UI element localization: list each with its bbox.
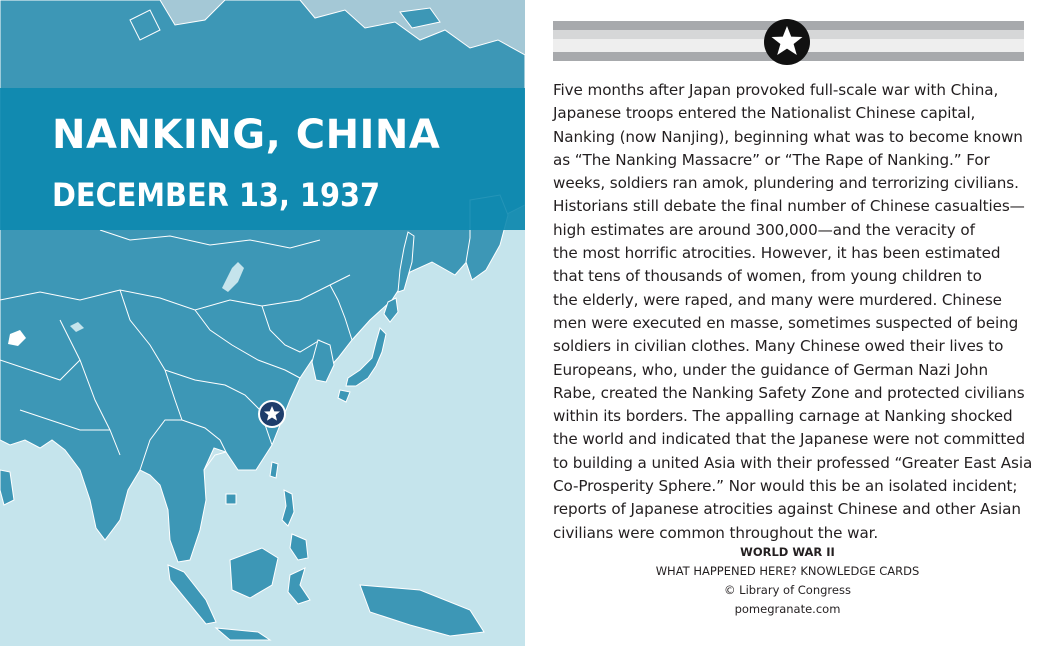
text-panel — [525, 0, 1050, 646]
article-body: Five months after Japan provoked full-scale war with China, Japanese troops entered the Nationalist Chinese capital, Nanking (now Nanjing), beginning what was to become known as “The Nanking Massacre” or “The Rape of Nanking.” For weeks, soldiers ran amok, plundering and terrorizing civilians. Historians still debate the final number of Chinese casualties— high estimates are around 300,000—and the veracity of the most horrific atrocities. However, it has been estimated that tens of thousands of women, from young children to the elderly, were raped, and many were murdered. Chinese men were executed en masse, sometimes suspected of being soldiers in civilian clothes. Many Chinese owed their lives to Europeans, who, under the guidance of German Nazi John Rabe, created the Nanking Safety Zone and protected civilians within its borders. The appalling carnage at Nanking shocked the world and indicated that the Japanese were not committed to building a united Asia with their professed “Greater East Asia Co-Prosperity Sphere.” Nor would this be an isolated incident; reports of Japanese atrocities against Chinese and other Asian civilians were common throughout the war. — [553, 81, 1033, 542]
nanking-marker — [259, 401, 285, 427]
card-footer — [525, 543, 1050, 619]
website-text: pomegranate.com — [734, 602, 841, 616]
image-credit: © Library of Congress — [724, 583, 851, 597]
series-title: WORLD WAR II — [740, 545, 835, 559]
place-title: NANKING, CHINA — [52, 112, 441, 158]
taiwan-island — [270, 462, 278, 478]
hainan-island — [226, 494, 236, 504]
star-medallion-icon — [763, 18, 811, 66]
event-date: DECEMBER 13, 1937 — [52, 176, 381, 214]
stripe-header — [553, 21, 1024, 61]
product-name: WHAT HAPPENED HERE? KNOWLEDGE CARDS — [655, 564, 920, 578]
